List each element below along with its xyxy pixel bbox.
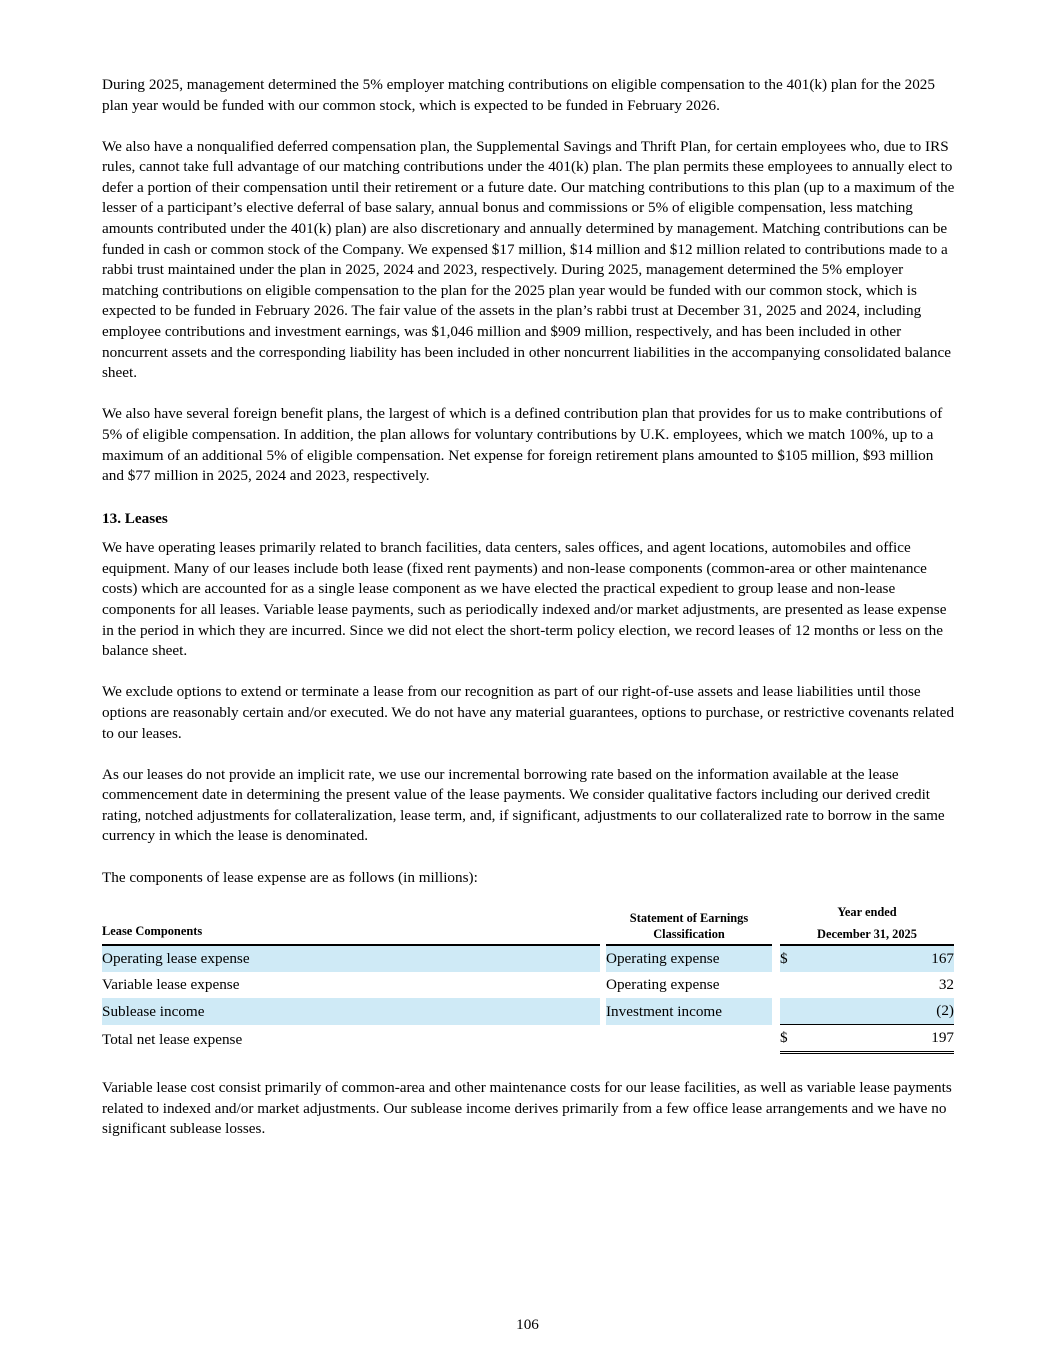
table-row	[102, 998, 954, 1025]
table-total-row	[102, 1025, 954, 1054]
row-component: Variable lease expense	[102, 976, 240, 994]
paragraph-401k-matching: During 2025, management determined the 5% employer matching contributions on eligible compensation to the 401(k) plan for the 2025 plan year would be funded with our common stock, which is expected to be funded in February 2026.	[102, 76, 935, 114]
row-dollar-sign	[780, 998, 802, 1025]
header-classification	[606, 904, 772, 946]
row-value: (2)	[802, 998, 954, 1025]
row-dollar-sign	[780, 972, 802, 998]
header-classification-line2: Classification	[653, 927, 725, 942]
row-classification: Operating expense	[606, 946, 772, 972]
header-year-line2: December 31, 2025	[817, 927, 917, 942]
header-year-ended	[780, 904, 954, 946]
total-dollar-sign: $	[780, 1025, 802, 1054]
lease-expense-table	[102, 904, 954, 1054]
row-classification: Investment income	[606, 998, 772, 1025]
paragraph-operating-leases: We have operating leases primarily related to branch facilities, data centers, sales offices, and agent locations, automobiles and office equipment. Many of our leases include both lease (fixed rent payments) and non-lease components (common-area or other maintenance costs) which are accounted for as a single lease component as we have elected the practical expedient to group lease and non-lease components for all leases. Variable lease payments, such as periodically indexed and/or market adjustments, are presented as lease expense in the period in which they are incurred. Since we did not elect the short-term policy election, we record leases of 12 months or less on the balance sheet.	[102, 539, 947, 660]
row-classification: Operating expense	[606, 976, 720, 994]
header-lease-components: Lease Components	[102, 904, 600, 946]
page-number: 106	[516, 1316, 539, 1333]
paragraph-foreign-benefit-plans: We also have several foreign benefit plans, the largest of which is a defined contribution plan that provides for us to make contributions of 5% of eligible compensation. In addition, the plan allows for voluntary contributions by U.K. employees, which we match 100%, up to a maximum of an additional 5% of eligible compensation. Net expense for foreign retirement plans amounted to $105 million, $93 million and $77 million in 2025, 2024 and 2023, respectively.	[102, 405, 943, 485]
row-value: 32	[938, 976, 954, 994]
row-component: Sublease income	[102, 998, 600, 1025]
paragraph-table-intro: The components of lease expense are as follows (in millions):	[102, 868, 478, 886]
section-heading-leases: 13. Leases	[102, 509, 168, 527]
paragraph-deferred-compensation: We also have a nonqualified deferred compensation plan, the Supplemental Savings and Thrift Plan, for certain employees who, due to IRS rules, cannot take full advantage of our matching contributions under the 401(k) plan. The plan permits these employees to annually elect to defer a portion of their compensation until their retirement or a future date. Our matching contributions to this plan (up to a maximum of the lesser of a participant’s elective deferral of base salary, annual bonus and commissions or 5% of eligible compensation, less matching amounts contributed under the 401(k) plan) are also discretionary and annually determined by management. Matching contributions can be funded in cash or common stock of the Company. We expensed $17 million, $14 million and $12 million related to contributions made to a rabbi trust maintained under the plan in 2025, 2024 and 2023, respectively. During 2025, management determined the 5% employer matching contributions on eligible compensation to the plan for the 2025 plan year would be funded with our common stock, which is expected to be funded in February 2026. The fair value of the assets in the plan’s rabbi trust at December 31, 2025 and 2024, including employee contributions and investment earnings, was $1,046 million and $909 million, respectively, and has been included in other noncurrent assets and the corresponding liability has been included in other noncurrent liabilities in the accompanying consolidated balance sheet.	[102, 137, 955, 382]
header-classification-line1: Statement of Earnings	[629, 911, 749, 926]
paragraph-borrowing-rate: As our leases do not provide an implicit rate, we use our incremental borrowing rate based on the information available at the lease commencement date in determining the present value of the lease payments. We consider qualitative factors including our derived credit rating, notched adjustments for collateralization, lease term, and, if significant, adjustments to our collateralized rate to borrow in the same currency in which the lease is denominated.	[102, 765, 945, 845]
total-value: 197	[802, 1025, 954, 1054]
row-component: Operating lease expense	[102, 946, 600, 972]
row-value: 167	[802, 946, 954, 972]
row-dollar-sign: $	[780, 946, 802, 972]
table-header-row	[102, 904, 954, 946]
header-year-line1: Year ended	[837, 905, 897, 920]
document-page	[102, 75, 957, 1160]
table-row	[102, 972, 954, 998]
table-row	[102, 946, 954, 972]
paragraph-lease-options: We exclude options to extend or terminate a lease from our recognition as part of our right-of-use assets and lease liabilities until those options are reasonably certain and/or executed. We do not have any material guarantees, options to purchase, or restrictive covenants related to our leases.	[102, 683, 955, 742]
paragraph-variable-lease-cost: Variable lease cost consist primarily of common-area and other maintenance costs for our lease facilities, as well as variable lease payments related to indexed and/or market adjustments. Our sublease income derives primarily from a few office lease arrangements and we have no significant sublease losses.	[102, 1079, 952, 1138]
total-label: Total net lease expense	[102, 1030, 243, 1048]
